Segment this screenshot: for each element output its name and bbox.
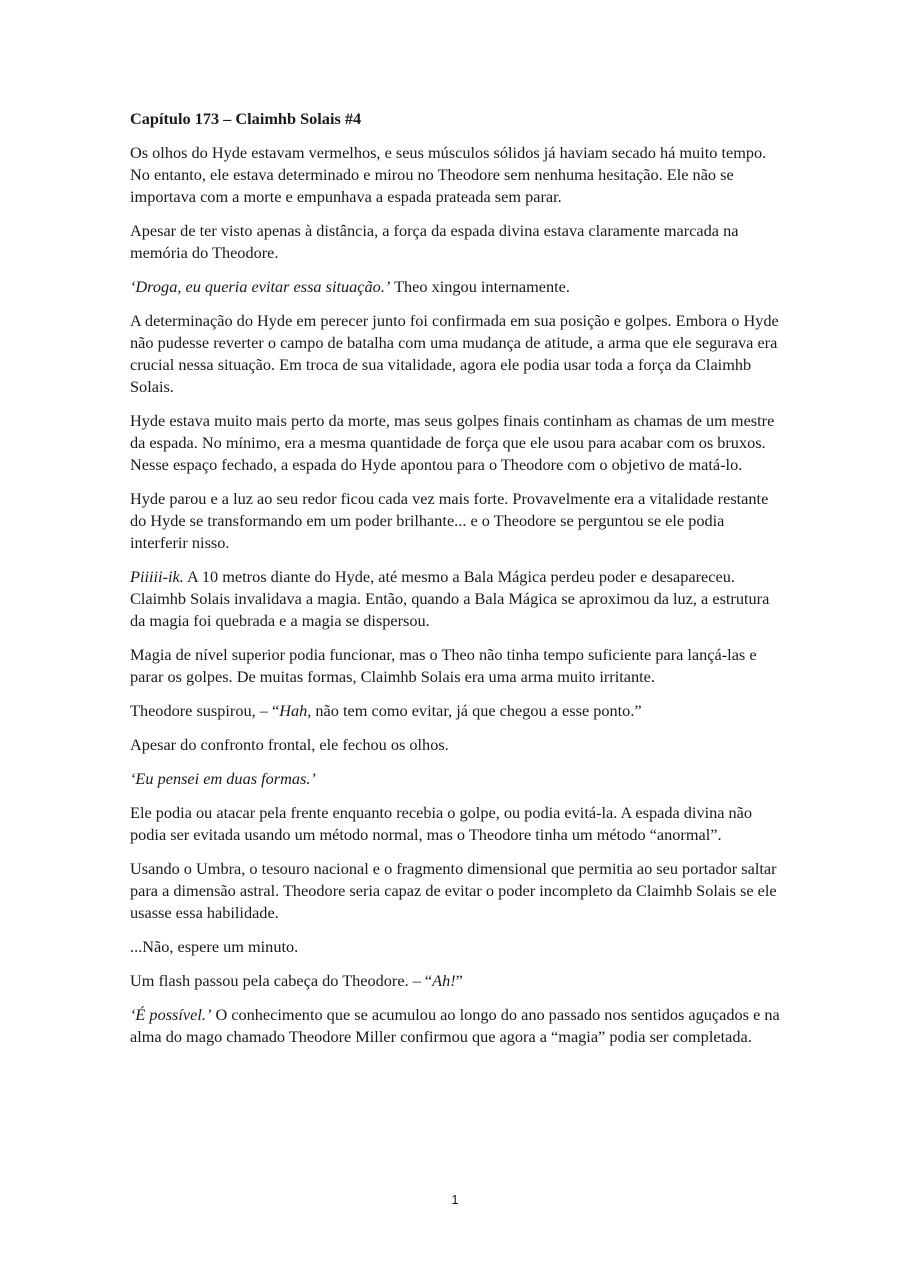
italic-text: Piiiii-ik. — [130, 567, 184, 586]
paragraph-text: Usando o Umbra, o tesouro nacional e o fragmento dimensional que permitia ao seu portador saltar para a dimensão astral. Theodore seria capaz de evitar o poder incompleto da Claimhb Solais se ele usasse essa habilidade. — [130, 859, 777, 922]
italic-text: Hah — [279, 701, 308, 720]
paragraph — [130, 1004, 780, 1048]
paragraph — [130, 410, 780, 476]
paragraph-text: A determinação do Hyde em perecer junto foi confirmada em sua posição e golpes. Embora o Hyde não pudesse reverter o campo de batalha com uma mudança de atitude, a arma que ele segurava era crucial nessa situação. Em troca de sua vitalidade, agora ele podia usar toda a força da Claimhb Solais. — [130, 311, 779, 396]
paragraph-text: ” — [455, 971, 463, 990]
paragraph — [130, 858, 780, 924]
paragraph — [130, 566, 780, 632]
paragraph-text: Hyde parou e a luz ao seu redor ficou cada vez mais forte. Provavelmente era a vitalidade restante do Hyde se transformando em um poder brilhante... e o Theodore se perguntou se ele podia interferir nisso. — [130, 489, 769, 552]
paragraph-list — [130, 142, 780, 1048]
paragraph — [130, 220, 780, 264]
paragraph-text: ...Não, espere um minuto. — [130, 937, 299, 956]
italic-text: ‘É possível.’ — [130, 1005, 212, 1024]
paragraph-text: Hyde estava muito mais perto da morte, mas seus golpes finais continham as chamas de um mestre da espada. No mínimo, era a mesma quantidade de força que ele usou para acabar com os bruxos. Nesse espaço fechado, a espada do Hyde apontou para o Theodore com o objetivo de matá-lo. — [130, 411, 775, 474]
paragraph-text: Magia de nível superior podia funcionar, mas o Theo não tinha tempo suficiente para lançá-las e parar os golpes. De muitas formas, Claimhb Solais era uma arma muito irritante. — [130, 645, 757, 686]
paragraph — [130, 802, 780, 846]
paragraph-text: Um flash passou pela cabeça do Theodore. – “ — [130, 971, 433, 990]
paragraph-text: Ele podia ou atacar pela frente enquanto recebia o golpe, ou podia evitá-la. A espada divina não podia ser evitada usando um método normal, mas o Theodore tinha um método “anormal”. — [130, 803, 753, 844]
paragraph-text: A 10 metros diante do Hyde, até mesmo a Bala Mágica perdeu poder e desapareceu. Claimhb Solais invalidava a magia. Então, quando a Bala Mágica se aproximou da luz, a estrutura da magia foi quebrada e a magia se dispersou. — [130, 567, 770, 630]
chapter-title: Capítulo 173 – Claimhb Solais #4 — [130, 109, 362, 128]
paragraph-text: , não tem como evitar, já que chegou a esse ponto.” — [307, 701, 642, 720]
document-body — [130, 108, 780, 1060]
paragraph-text: Theodore suspirou, – “ — [130, 701, 280, 720]
paragraph — [130, 700, 780, 722]
italic-text: ‘Eu pensei em duas formas.’ — [130, 769, 316, 788]
paragraph — [130, 488, 780, 554]
paragraph-text: Apesar de ter visto apenas à distância, a força da espada divina estava claramente marcada na memória do Theodore. — [130, 221, 739, 262]
italic-text: ‘Droga, eu queria evitar essa situação.’ — [130, 277, 391, 296]
page-number: 1 — [451, 1192, 459, 1207]
paragraph — [130, 644, 780, 688]
paragraph-text: O conhecimento que se acumulou ao longo do ano passado nos sentidos aguçados e na alma do mago chamado Theodore Miller confirmou que agora a “magia” podia ser completada. — [130, 1005, 780, 1046]
paragraph-text: Apesar do confronto frontal, ele fechou os olhos. — [130, 735, 449, 754]
paragraph — [130, 936, 780, 958]
paragraph — [130, 734, 780, 756]
italic-text: Ah! — [432, 971, 456, 990]
paragraph-text: Os olhos do Hyde estavam vermelhos, e seus músculos sólidos já haviam secado há muito tempo. No entanto, ele estava determinado e mirou no Theodore sem nenhuma hesitação. Ele não se importava com a morte e empunhava a espada prateada sem parar. — [130, 143, 767, 206]
paragraph-text: Theo xingou internamente. — [390, 277, 570, 296]
paragraph — [130, 142, 780, 208]
paragraph — [130, 276, 780, 298]
paragraph — [130, 768, 780, 790]
paragraph — [130, 310, 780, 398]
paragraph — [130, 970, 780, 992]
